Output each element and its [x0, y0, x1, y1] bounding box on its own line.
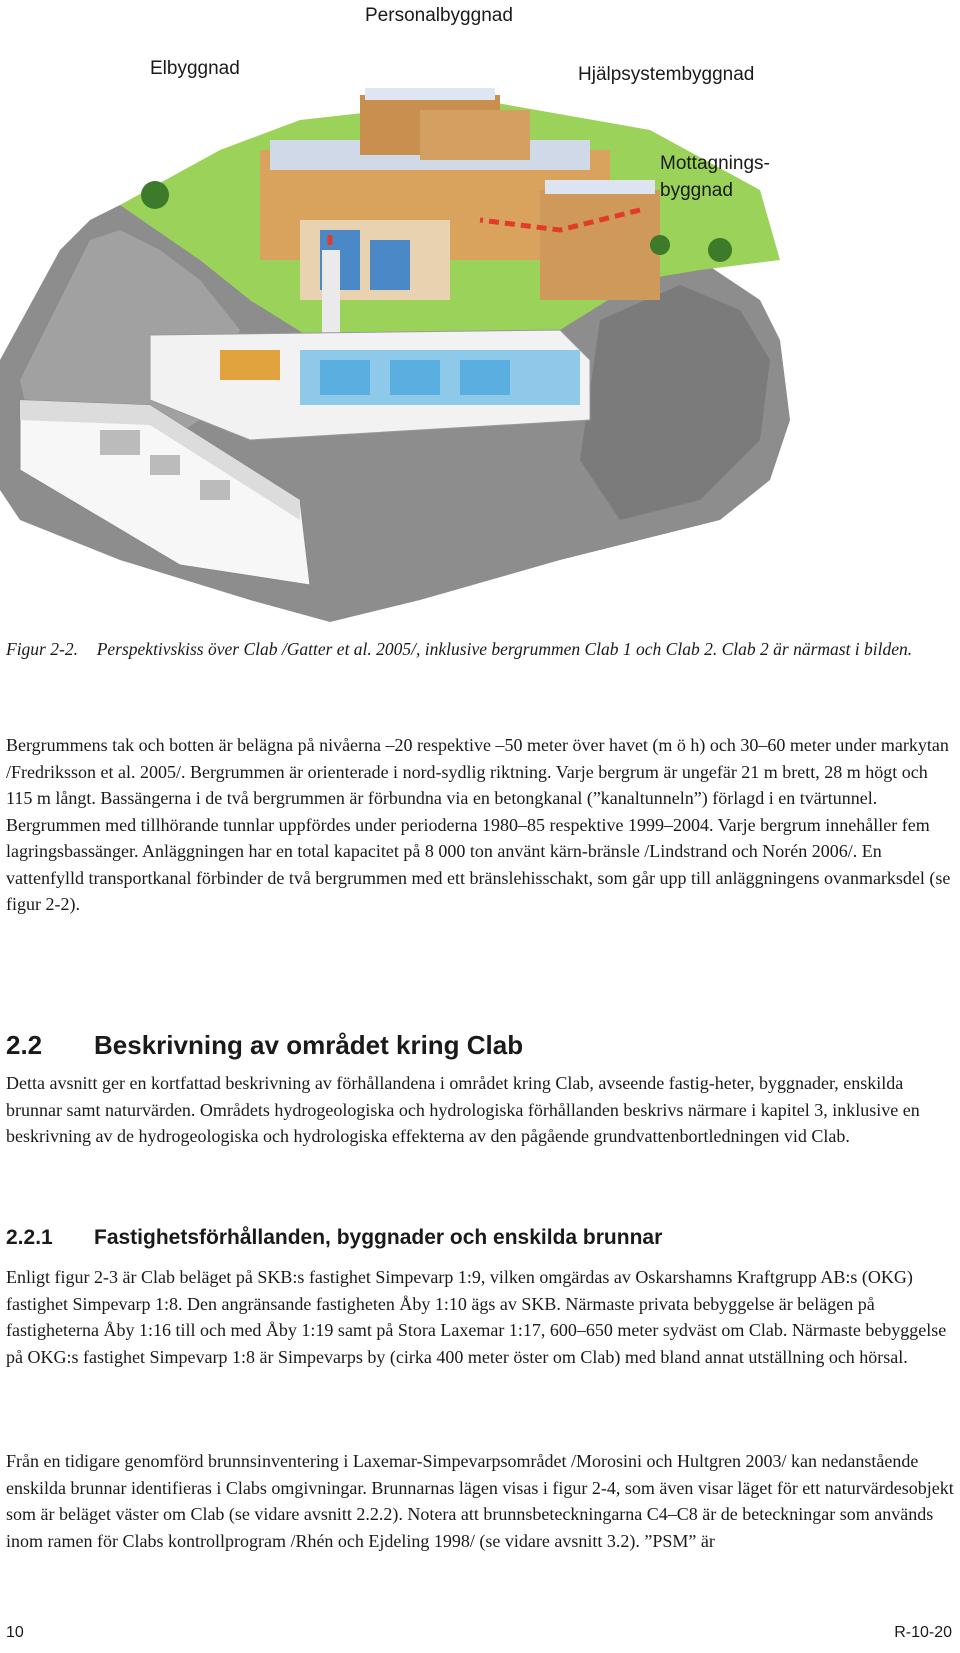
section-2-2-1-paragraph-1: Enligt figur 2-3 är Clab beläget på SKB:s fastighet Simpevarp 1:9, vilken omgärdas av Oskarshamns Kraftgrupp AB:s (OKG) fastighet Simpevarp 1:8. Den angränsande fastigheten Åby 1:10 ägs av SKB. Närmaste privata bebyggelse är belägen på fastigheterna Åby 1:16 till och med Åby 1:19 samt på Stora Laxemar 1:17, 600–650 meter sydväst om Clab. Närmaste bebyggelse på OKG:s fastighet Simpevarp 1:8 är Simpevarps by (cirka 400 meter öster om Clab) med bland annat utställning och hörsal. — [6, 1267, 947, 1367]
label-elbyggnad: Elbyggnad — [150, 58, 240, 79]
caption-text: Perspektivskiss över Clab /Gatter et al. 2005/, inklusive bergrummen Clab 1 och Clab 2. Clab 2 är närmast i bilden. — [96, 639, 913, 659]
caption-number: Figur 2-2. — [6, 639, 78, 659]
label-mottagningsbyggnad-1: Mottagnings- — [660, 153, 770, 174]
label-personalbyggnad: Personalbyggnad — [365, 5, 513, 26]
figure-illustration — [0, 0, 960, 625]
page-number: 10 — [6, 1624, 24, 1641]
section-title: Beskrivning av området kring Clab — [94, 1030, 524, 1060]
subsection-title: Fastighetsförhållanden, byggnader och enskilda brunnar — [94, 1226, 663, 1249]
subsection-number: 2.2.1 — [6, 1226, 53, 1249]
section-number: 2.2 — [6, 1030, 43, 1060]
section-2-2-paragraph: Detta avsnitt ger en kortfattad beskrivning av förhållandena i området kring Clab, avseende fastig-heter, byggnader, enskilda brunnar samt naturvärden. Områdets hydrogeologiska och hydrologiska förhållanden beskrivs närmare i kapitel 3, inklusive en beskrivning av de hydrogeologiska och hydrologiska effekterna av den pågående grundvattenbortledningen vid Clab. — [6, 1073, 920, 1146]
reception-building — [540, 190, 660, 300]
intro-paragraph: Bergrummens tak och botten är belägna på nivåerna –20 respektive –50 meter över havet (m ö h) och 30–60 meter under markytan /Fredriksson et al. 2005/. Bergrummen är orienterade i nord-sydlig riktning. Varje bergrum är ungefär 21 m brett, 28 m högt och 115 m långt. Bassängerna i de två bergrummen är förbundna via en betongkanal (”kanaltunneln”) förlagd i en tvärtunnel. Bergrummen med tillhörande tunnlar uppfördes under perioderna 1980–85 respektive 1999–2004. Varje bergrum innehåller fem lagringsbassänger. Anläggningen har en total kapacitet på 8 000 ton använt kärn-bränsle /Lindstrand och Norén 2006/. En vattenfylld transportkanal förbinder de två bergrummen med ett bränslehisschakt, som går upp till anläggningens ovanmarksdel (se figur 2-2). — [6, 735, 951, 914]
facility-perspective-sketch — [0, 0, 960, 625]
section-2-2-1-paragraph-2: Från en tidigare genomförd brunnsinventering i Laxemar-Simpevarpsområdet /Morosini och Hultgren 2003/ kan nedanstående enskilda brunnar identifieras i Clabs omgivningar. Brunnarnas lägen visas i figur 2-4, som även visar läget för ett naturvärdesobjekt som är beläget väster om Clab (se vidare avsnitt 2.2.2). Notera att brunnsbeteckningarna C4–C8 är de beteckningar som används inom ramen för Clabs kontrollprogram /Rhén och Ejdeling 1998/ (se vidare avsnitt 3.2). ”PSM” är — [6, 1451, 954, 1551]
section-heading-2-2 — [6, 1030, 523, 1061]
report-id: R-10-20 — [894, 1624, 952, 1641]
label-hjalpsystembyggnad: Hjälpsystembyggnad — [578, 64, 755, 85]
figure-caption — [6, 636, 956, 663]
section-heading-2-2-1 — [6, 1226, 662, 1250]
label-mottagningsbyggnad-2: byggnad — [660, 180, 733, 201]
aux-building — [420, 110, 530, 160]
